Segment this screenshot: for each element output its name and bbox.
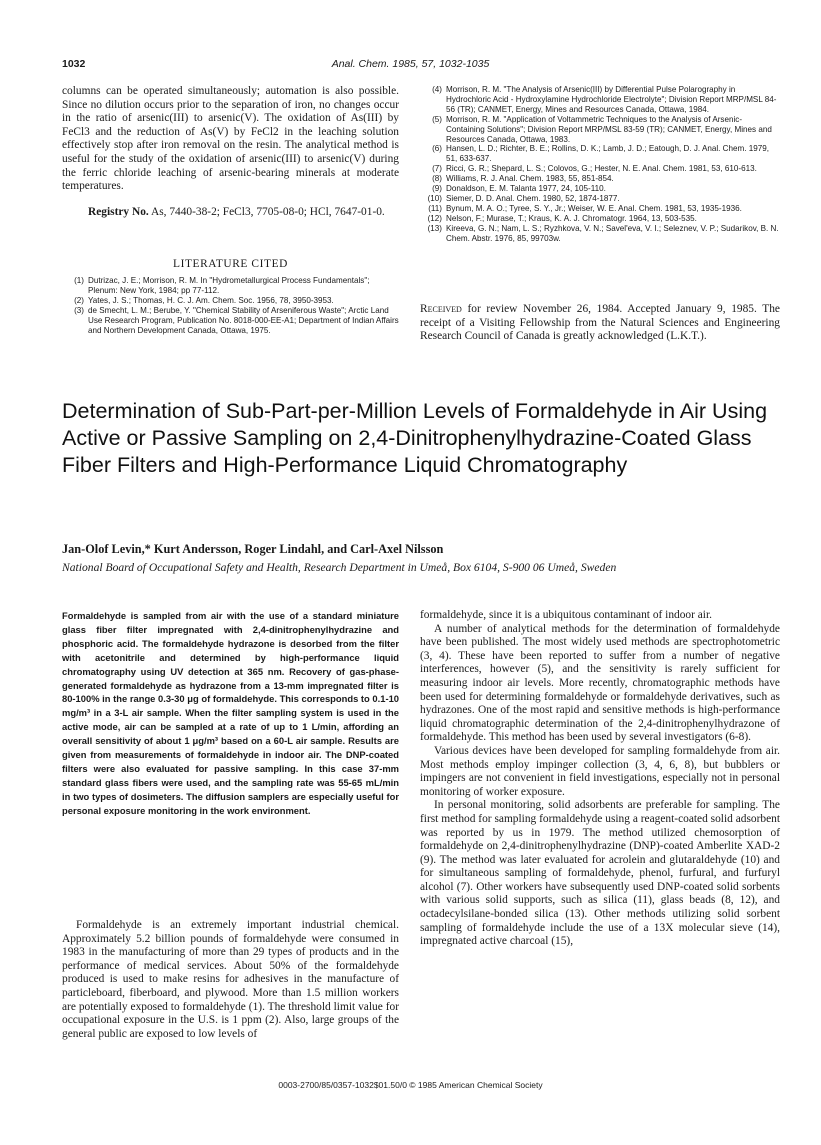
- reference-number: (9): [432, 184, 442, 194]
- reference-item: [420, 224, 780, 244]
- reference-number: (13): [427, 223, 442, 233]
- reference-item: [420, 144, 780, 164]
- registry-label: Registry No.: [88, 205, 149, 218]
- reference-item: [420, 115, 780, 145]
- reference-text: Morrison, R. M. "The Analysis of Arsenic(III) by Differential Pulse Polarography in Hydrochloric Acid - Hydroxylamine Hydrochloride Electrolyte"; Division Report MRP/MSL 84-56 (TR); CANMET, Energy, Mines and Resources Canada, Ottawa, 1984.: [446, 85, 777, 114]
- reference-item: [420, 85, 780, 115]
- reference-item: [62, 276, 399, 296]
- page-number: 1032: [62, 58, 86, 70]
- right-body-column: [420, 609, 780, 949]
- registry-text: As, 7440-38-2; FeCl3, 7705-08-0; HCl, 7647-01-0.: [150, 205, 385, 218]
- reference-text: Nelson, F.; Murase, T.; Kraus, K. A. J. Chromatogr. 1964, 13, 503-535.: [446, 213, 697, 223]
- references-left: [62, 276, 399, 335]
- reference-text: Morrison, R. M. "Application of Voltammetric Techniques to the Analysis of Arsenic-Containing Solutions"; Division Report MRP/MSL 83-59 (TR); CANMET, Energy, Mines and Resources Canada, Ottawa, 1983.: [446, 114, 772, 144]
- reference-number: (12): [427, 213, 442, 223]
- reference-number: (1): [74, 276, 84, 285]
- reference-text: Donaldson, E. M. Talanta 1977, 24, 105-110.: [446, 184, 606, 194]
- reference-item: [420, 214, 780, 224]
- registry-paragraph: [62, 206, 399, 220]
- reference-item: [420, 174, 780, 184]
- references-right: [420, 85, 780, 244]
- reference-number: (5): [432, 114, 442, 124]
- reference-item: [420, 204, 780, 214]
- reference-text: de Smecht, L. M.; Berube, Y. "Chemical Stability of Arseniferous Waste"; Arctic Land Use Research Program, Publication No. 8018-000-EE-A1; Department of Indian Affairs and Northern Development Canada, Ottawa, 1975.: [88, 305, 399, 335]
- reference-number: (2): [74, 295, 84, 305]
- received-note: [420, 303, 780, 344]
- reference-item: [420, 194, 780, 204]
- left-column-top: [62, 85, 399, 219]
- author-list: Jan-Olof Levin,* Kurt Andersson, Roger Lindahl, and Carl-Axel Nilsson: [62, 542, 444, 556]
- reference-item: [420, 184, 780, 194]
- reference-number: (11): [428, 203, 442, 213]
- affiliation: National Board of Occupational Safety and Health, Research Department in Umeå, Box 6104, S-900 06 Umeå, Sweden: [62, 561, 617, 574]
- reference-number: (8): [432, 174, 442, 184]
- reference-text: Dutrizac, J. E.; Morrison, R. M. In "Hydrometallurgical Process Fundamentals"; Plenum: New York, 1984; pp 77-112.: [88, 276, 370, 295]
- carryover-paragraph: columns can be operated simultaneously; automation is also possible. Since no dilution occurs prior to the separation of iron, no changes occur in the ratio of arsenic(III) to arsenic(V). The oxidation of As(III) by FeCl3 and the reduction of As(V) by FeCl2 in the leaching solution effectively stop after iron removal on the resin. The analytical method is useful for the study of the oxidation of arsenic(III) to arsenic(V) during the ferric chloride leaching of arsenic-bearing minerals at moderate temperatures.: [62, 85, 399, 193]
- reference-number: (7): [432, 164, 442, 174]
- body-paragraph-2: Various devices have been developed for sampling formaldehyde from air. Most methods employ impinger collection (3, 4, 6, 8), but bubblers or impingers are not convenient in field investigations, especially not in personal monitoring of worker exposure.: [420, 744, 780, 798]
- reference-number: (3): [74, 305, 84, 315]
- running-header: Anal. Chem. 1985, 57, 1032-1035: [331, 58, 490, 70]
- reference-number: (10): [427, 193, 442, 203]
- received-label: Received: [420, 303, 462, 315]
- body-paragraph-3: In personal monitoring, solid adsorbents are preferable for sampling. The first method for sampling formaldehyde using a reagent-coated solid adsorbent was reported by us in 1979. The method utilized chemosorption of formaldehyde on 2,4-dinitrophenylhydrazine (DNP)-coated Amberlite XAD-2 (9). The method was later evaluated for acrolein and glutaraldehyde (10) and for simultaneous sampling of formaldehyde, phenol, furfural, and furfuryl alcohol (7). Other workers have subsequently used DNP-coated solid sorbents with various solid supports, such as silica (11), glass beads (8, 12), and octadecylsilane-bonded silica (13). Other methods utilizing solid sorbent sampling of formaldehyde include the use of a 13X molecular sieve (14), impregnated active charcoal (15),: [420, 799, 780, 948]
- article-title: Determination of Sub-Part-per-Million Levels of Formaldehyde in Air Using Active or Passive Sampling on 2,4-Dinitrophenylhydrazine-Coated Glass Fiber Filters and High-Performance Liquid Chromatography: [62, 399, 768, 478]
- reference-text: Bynum, M. A. O.; Tyree, S. Y., Jr.; Weiser, W. E. Anal. Chem. 1981, 53, 1935-1936.: [446, 203, 742, 213]
- reference-number: (6): [432, 144, 442, 154]
- reference-number: (4): [432, 85, 442, 94]
- reference-text: Williams, R. J. Anal. Chem. 1983, 55, 851-854.: [446, 174, 614, 184]
- body-paragraph-1: A number of analytical methods for the determination of formaldehyde have been published. The most widely used methods are spectrophotometric (3, 4). These have been reported to suffer from a number of negative interferences, however (5), and the sensitivity is rarely sufficient for measuring indoor air levels. More recently, chromatographic methods have been used for determining formaldehyde or formaldehyde derivatives, such as hydrazones. One of the most rapid and sensitive methods is high-performance liquid chromatographic determination of the 2,4-dinitrophenylhydrazone of formaldehyde. This method has been used by several investigators (6-8).: [420, 622, 780, 744]
- reference-text: Siemer, D. D. Anal. Chem. 1980, 52, 1874-1877.: [446, 193, 620, 203]
- reference-item: [420, 164, 780, 174]
- literature-heading: LITERATURE CITED: [173, 258, 288, 270]
- reference-text: Hansen, L. D.; Richter, B. E.; Rollins, D. K.; Lamb, J. D.; Eatough, D. J. Anal. Chem. 1979, 51, 633-637.: [446, 144, 769, 164]
- reference-item: [62, 296, 399, 306]
- reference-text: Kireeva, G. N.; Nam, L. S.; Ryzhkova, V. N.; Savel'eva, V. I.; Seleznev, V. P.; Sudarikov, B. N. Chem. Abstr. 1976, 85, 99703w.: [446, 223, 779, 243]
- reference-text: Ricci, G. R.; Shepard, L. S.; Colovos, G.; Hester, N. E. Anal. Chem. 1981, 53, 610-613.: [446, 164, 757, 174]
- received-text: for review November 26, 1984. Accepted January 9, 1985. The receipt of a Visiting Fellowship from the Natural Sciences and Engineering Research Council of Canada is greatly acknowledged (L.K.T.).: [420, 303, 780, 343]
- reference-item: [62, 306, 399, 336]
- intro-paragraph-left: Formaldehyde is an extremely important industrial chemical. Approximately 5.2 billion pounds of formaldehyde were consumed in 1983 in the manufacturing of more than 29 types of products and in the performance of medical services. About 50% of the formaldehyde produced is used to make resins for adhesives in the manufacture of particleboard, fiberboard, and plywood. More than 1.5 million workers are potentially exposed to formaldehyde (1). The threshold limit value for occupational exposure in the U.S. is 1 ppm (2). Also, large groups of the general public are exposed to low levels of: [62, 919, 399, 1040]
- reference-text: Yates, J. S.; Thomas, H. C. J. Am. Chem. Soc. 1956, 78, 3950-3953.: [88, 295, 334, 305]
- copyright-footer: 0003-2700/85/0357-1032$01.50/0 © 1985 American Chemical Society: [278, 1080, 543, 1090]
- body-paragraph-0: formaldehyde, since it is a ubiquitous contaminant of indoor air.: [420, 609, 712, 621]
- abstract: Formaldehyde is sampled from air with the use of a standard miniature glass fiber filter impregnated with 2,4-dinitrophenylhydrazine and phosphoric acid. The formaldehyde hydrazone is desorbed from the filter with acetonitrile and determined by high-performance liquid chromatography using UV detection at 365 nm. Recovery of gas-phase-generated formaldehyde as hydrazone from a 13-mm impregnated filter is 80-100% in the range 0.3-30 μg of formaldehyde. This corresponds to 0.1-10 mg/m³ in a 3-L air sample. When the filter sampling system is used in the active mode, air can be sampled at a rate of up to 1 L/min, affording an overall sensitivity of about 1 μg/m³ based on a 60-L air sample. Results are given from measurements of formaldehyde in indoor air. The DNP-coated filters were also evaluated for passive sampling. In this case 37-mm standard glass fibers were used, and the sampling rate was 55-65 mL/min in two types of dosimeters. The diffusion samplers are especially useful for personal exposure monitoring in the work environment.: [62, 610, 399, 816]
